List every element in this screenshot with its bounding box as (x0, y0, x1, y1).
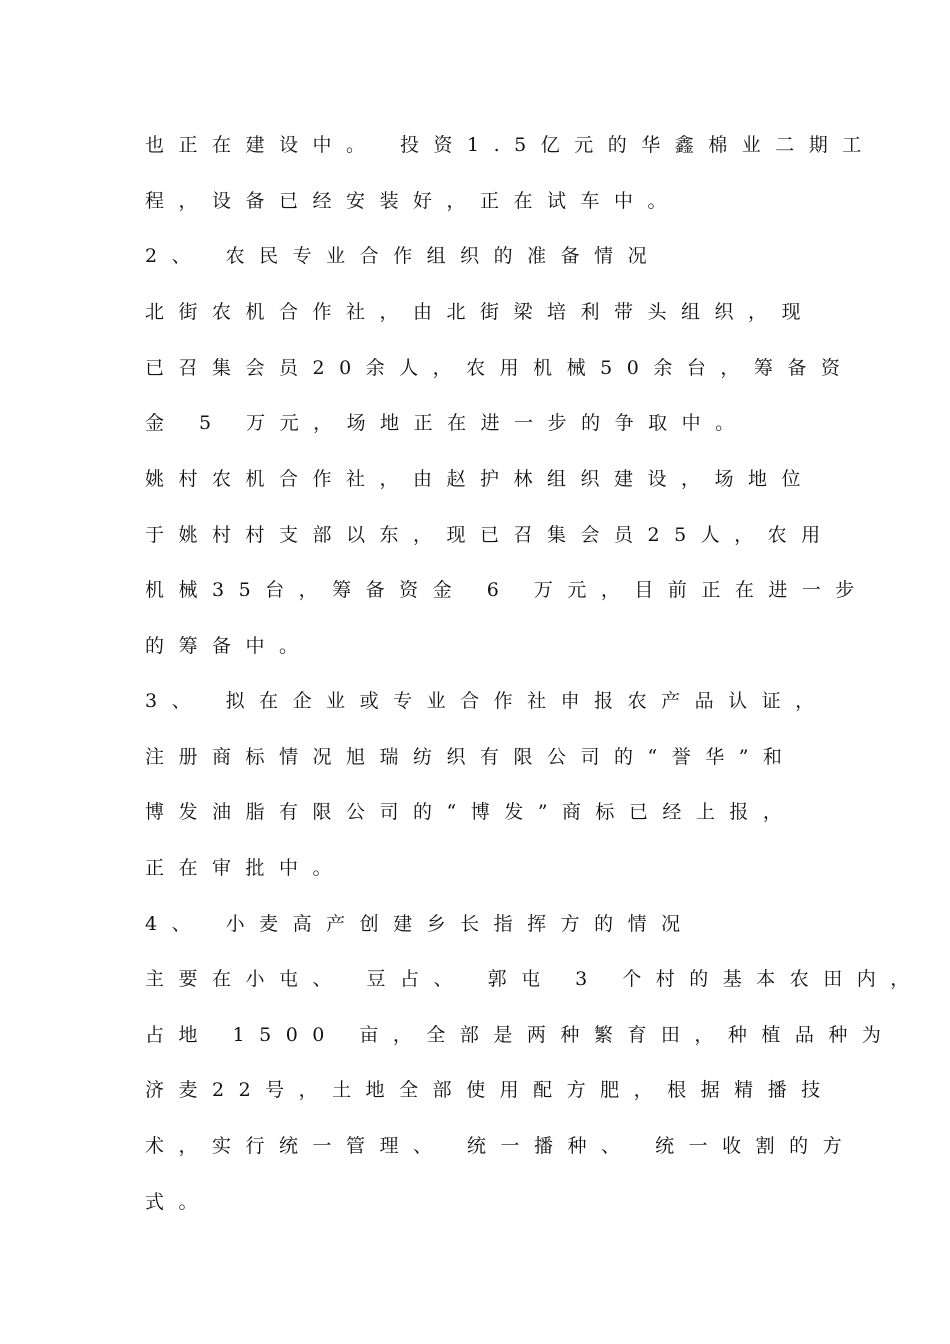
text-line: 机械35台，筹备资金 6 万元，目前正在进一步 (145, 579, 869, 601)
section-heading: 3、 拟在企业或专业合作社申报农产品认证， (145, 690, 829, 712)
text-line: 占地 1500 亩，全部是两种繁育田，种植品种为 (145, 1024, 896, 1046)
text-line: 注册商标情况旭瑞纺织有限公司的“誉华”和 (145, 746, 797, 768)
text-line: 程，设备已经安装好，正在试车中。 (145, 190, 682, 212)
text-line: 式。 (145, 1191, 213, 1213)
text-line: 主要在小屯、 豆占、 郭屯 3 个村的基本农田内， (145, 968, 924, 990)
text-line: 正在审批中。 (145, 857, 347, 879)
text-line: 的筹备中。 (145, 635, 313, 657)
text-line: 于姚村村支部以东，现已召集会员25人，农用 (145, 524, 835, 546)
section-heading: 4、 小麦高产创建乡长指挥方的情况 (145, 913, 695, 935)
text-line: 济麦22号，土地全部使用配方肥，根据精播技 (145, 1079, 835, 1101)
text-line: 博发油脂有限公司的“博发”商标已经上报， (145, 801, 797, 823)
text-line: 姚村农机合作社，由赵护林组织建设，场地位 (145, 468, 816, 490)
text-line: 术，实行统一管理、 统一播种、 统一收割的方 (145, 1135, 857, 1157)
text-line: 金 5 万元，场地正在进一步的争取中。 (145, 412, 749, 434)
text-line: 也正在建设中。 投资1.5亿元的华鑫棉业二期工 (145, 134, 876, 156)
text-line: 北街农机合作社，由北街梁培利带头组织，现 (145, 301, 816, 323)
text-line: 已召集会员20余人，农用机械50余台，筹备资 (145, 357, 855, 379)
section-heading: 2、 农民专业合作组织的准备情况 (145, 245, 662, 267)
